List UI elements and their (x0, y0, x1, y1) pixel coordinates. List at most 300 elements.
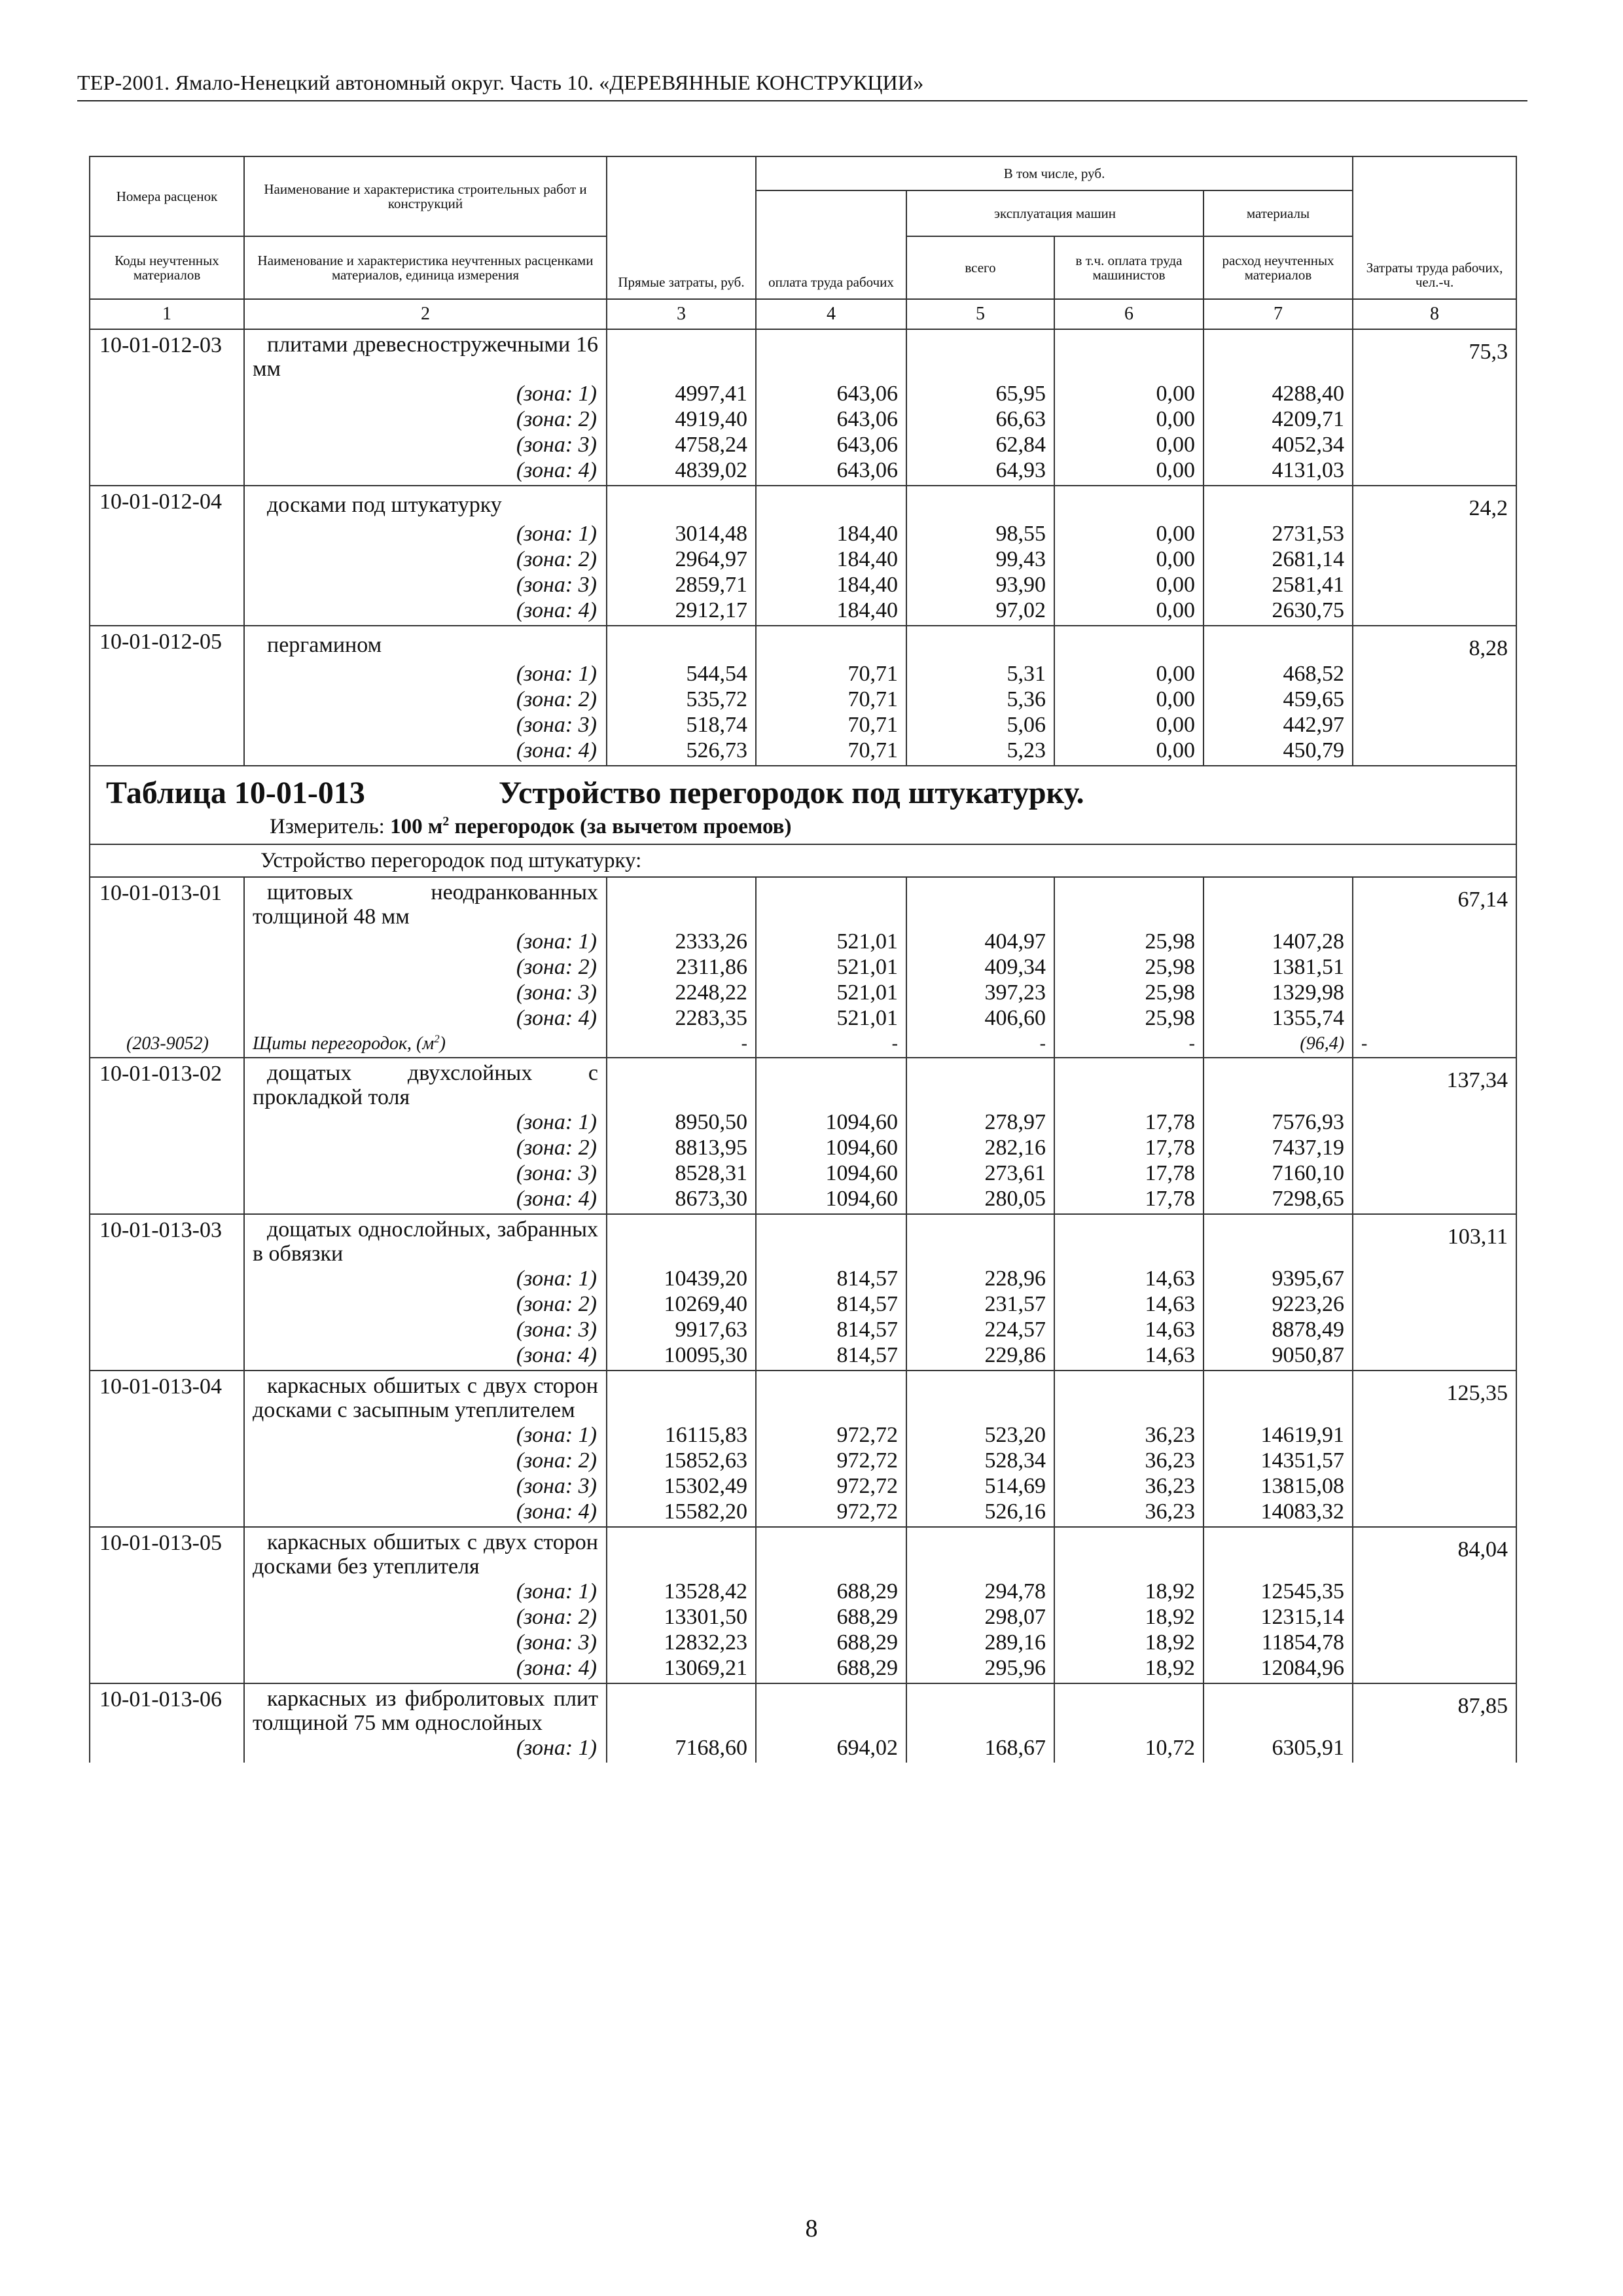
empty-cell (90, 547, 244, 572)
operator-wage: 0,00 (1054, 432, 1204, 457)
worker-wage: 184,40 (756, 572, 906, 598)
worker-wage: 688,29 (756, 1604, 906, 1630)
material-cost: 2630,75 (1204, 598, 1353, 626)
zone-label: (зона: 1) (244, 1579, 607, 1604)
operator-wage: 0,00 (1054, 547, 1204, 572)
empty-cell (607, 1371, 756, 1422)
direct-cost: 535,72 (607, 687, 756, 712)
worker-wage: 521,01 (756, 980, 906, 1005)
empty-cell (1353, 661, 1516, 687)
rate-row (90, 877, 1516, 929)
section-013-body (90, 877, 1516, 1763)
worker-wage: 814,57 (756, 1266, 906, 1291)
machines-header: эксплуатация машин (906, 190, 1204, 236)
empty-cell (1204, 1683, 1353, 1735)
section-012-body (90, 329, 1516, 766)
empty-cell (1353, 406, 1516, 432)
rate-code: 10-01-012-03 (90, 329, 244, 381)
measure-value: 100 м (390, 815, 443, 838)
empty-cell (1353, 1630, 1516, 1655)
operator-wage: 10,72 (1054, 1735, 1204, 1763)
empty-cell (90, 598, 244, 626)
empty-cell (1204, 486, 1353, 521)
empty-cell (1204, 1527, 1353, 1579)
operator-wage: 0,00 (1054, 661, 1204, 687)
rate-code: 10-01-012-05 (90, 626, 244, 661)
material-value: - (756, 1031, 906, 1058)
empty-cell (90, 712, 244, 738)
column-number-row (90, 299, 1516, 329)
zone-row (90, 547, 1516, 572)
operator-wage: 25,98 (1054, 1005, 1204, 1031)
machine-cost: 289,16 (906, 1630, 1054, 1655)
including-header: В том числе, руб. (756, 156, 1353, 190)
rates-table (89, 156, 1517, 1763)
operator-wage: 0,00 (1054, 381, 1204, 406)
worker-wage: 1094,60 (756, 1186, 906, 1214)
col1-top-header: Номера расценок (90, 156, 244, 236)
worker-wage: 972,72 (756, 1499, 906, 1527)
col3-header: Прямые затраты, руб. (607, 156, 756, 299)
machine-cost: 97,02 (906, 598, 1054, 626)
operator-wage: 36,23 (1054, 1448, 1204, 1473)
empty-cell (1204, 1371, 1353, 1422)
column-number: 6 (1054, 299, 1204, 329)
machine-cost: 397,23 (906, 980, 1054, 1005)
machine-cost: 404,97 (906, 929, 1054, 954)
empty-cell (90, 1005, 244, 1031)
worker-wage: 643,06 (756, 381, 906, 406)
worker-wage: 688,29 (756, 1630, 906, 1655)
empty-cell (756, 486, 906, 521)
empty-cell (1054, 1371, 1204, 1422)
zone-label: (зона: 3) (244, 572, 607, 598)
zone-row (90, 1135, 1516, 1160)
machine-cost: 406,60 (906, 1005, 1054, 1031)
zone-row (90, 457, 1516, 486)
machine-cost: 93,90 (906, 572, 1054, 598)
direct-cost: 16115,83 (607, 1422, 756, 1448)
rate-row (90, 1214, 1516, 1266)
material-cost: 4209,71 (1204, 406, 1353, 432)
empty-cell (90, 1579, 244, 1604)
operator-wage: 0,00 (1054, 521, 1204, 547)
empty-cell (1204, 329, 1353, 381)
direct-cost: 9917,63 (607, 1317, 756, 1342)
material-cost: 14619,91 (1204, 1422, 1353, 1448)
labor-cost: 84,04 (1353, 1527, 1516, 1579)
empty-cell (607, 626, 756, 661)
material-cost: 9395,67 (1204, 1266, 1353, 1291)
measure-label: Измеритель: (270, 815, 385, 838)
worker-wage: 70,71 (756, 661, 906, 687)
empty-cell (90, 1317, 244, 1342)
machine-cost: 5,06 (906, 712, 1054, 738)
worker-wage: 972,72 (756, 1422, 906, 1448)
empty-cell (90, 1342, 244, 1371)
direct-cost: 15582,20 (607, 1499, 756, 1527)
operator-wage: 0,00 (1054, 738, 1204, 766)
zone-row (90, 1579, 1516, 1604)
labor-cost: 103,11 (1353, 1214, 1516, 1266)
machine-cost: 282,16 (906, 1135, 1054, 1160)
direct-cost: 13069,21 (607, 1655, 756, 1683)
labor-cost: 67,14 (1353, 877, 1516, 929)
empty-cell (607, 1058, 756, 1109)
material-cost: 12315,14 (1204, 1604, 1353, 1630)
empty-cell (1054, 1058, 1204, 1109)
material-cost: 2731,53 (1204, 521, 1353, 547)
empty-cell (906, 329, 1054, 381)
zone-label: (зона: 1) (244, 929, 607, 954)
material-cost: 7298,65 (1204, 1186, 1353, 1214)
column-number: 8 (1353, 299, 1516, 329)
zone-label: (зона: 4) (244, 457, 607, 486)
operator-wage: 17,78 (1054, 1160, 1204, 1186)
direct-cost: 2912,17 (607, 598, 756, 626)
zone-row (90, 1005, 1516, 1031)
empty-cell (1054, 626, 1204, 661)
worker-wage: 972,72 (756, 1473, 906, 1499)
empty-cell (90, 1604, 244, 1630)
zone-label: (зона: 4) (244, 1499, 607, 1527)
empty-cell (607, 1683, 756, 1735)
empty-cell (1353, 1135, 1516, 1160)
col2-top-header: Наименование и характеристика строительных работ и конструкций (244, 156, 607, 236)
operator-wage: 0,00 (1054, 457, 1204, 486)
zone-label: (зона: 4) (244, 1005, 607, 1031)
empty-cell (1204, 626, 1353, 661)
worker-wage: 643,06 (756, 457, 906, 486)
empty-cell (1353, 381, 1516, 406)
machine-cost: 280,05 (906, 1186, 1054, 1214)
zone-label: (зона: 3) (244, 712, 607, 738)
worker-wage: 184,40 (756, 521, 906, 547)
direct-cost: 2248,22 (607, 980, 756, 1005)
zone-label: (зона: 4) (244, 1186, 607, 1214)
labor-cost: 137,34 (1353, 1058, 1516, 1109)
empty-cell (1353, 598, 1516, 626)
material-cost: 11854,78 (1204, 1630, 1353, 1655)
machine-cost: 278,97 (906, 1109, 1054, 1135)
empty-cell (90, 687, 244, 712)
col4-header: оплата труда рабочих (756, 190, 906, 299)
zone-row (90, 712, 1516, 738)
rate-code: 10-01-013-04 (90, 1371, 244, 1422)
machine-cost: 66,63 (906, 406, 1054, 432)
empty-cell (90, 1266, 244, 1291)
empty-cell (1353, 712, 1516, 738)
material-cost: 4288,40 (1204, 381, 1353, 406)
rate-row (90, 1058, 1516, 1109)
empty-cell (90, 457, 244, 486)
direct-cost: 10095,30 (607, 1342, 756, 1371)
direct-cost: 2283,35 (607, 1005, 756, 1031)
empty-cell (1353, 929, 1516, 954)
zone-row (90, 1342, 1516, 1371)
empty-cell (1353, 1422, 1516, 1448)
zone-label: (зона: 1) (244, 1422, 607, 1448)
empty-cell (90, 1109, 244, 1135)
empty-cell (1353, 572, 1516, 598)
zone-row (90, 381, 1516, 406)
empty-cell (90, 521, 244, 547)
operator-wage: 14,63 (1054, 1317, 1204, 1342)
zone-row (90, 1448, 1516, 1473)
rates-table-container (89, 156, 1516, 1763)
empty-cell (906, 1214, 1054, 1266)
machine-cost: 298,07 (906, 1604, 1054, 1630)
direct-cost: 7168,60 (607, 1735, 756, 1763)
empty-cell (607, 877, 756, 929)
empty-cell (90, 929, 244, 954)
materials-header: материалы (1204, 190, 1353, 236)
worker-wage: 972,72 (756, 1448, 906, 1473)
rate-row (90, 1527, 1516, 1579)
direct-cost: 13528,42 (607, 1579, 756, 1604)
rate-row (90, 1683, 1516, 1735)
zone-row (90, 521, 1516, 547)
operator-wage: 0,00 (1054, 406, 1204, 432)
material-cost: 6305,91 (1204, 1735, 1353, 1763)
zone-row (90, 661, 1516, 687)
work-description: пергамином (244, 626, 607, 661)
direct-cost: 4839,02 (607, 457, 756, 486)
operator-wage: 14,63 (1054, 1342, 1204, 1371)
work-description: щитовых неодранкованных толщиной 48 мм (244, 877, 607, 929)
empty-cell (906, 1683, 1054, 1735)
zone-label: (зона: 3) (244, 432, 607, 457)
empty-cell (756, 1214, 906, 1266)
zone-label: (зона: 4) (244, 1342, 607, 1371)
empty-cell (90, 738, 244, 766)
machine-cost: 168,67 (906, 1735, 1054, 1763)
column-number: 2 (244, 299, 607, 329)
col1-bottom-header: Коды неучтенных материалов (90, 236, 244, 299)
machine-cost: 231,57 (906, 1291, 1054, 1317)
zone-row (90, 954, 1516, 980)
col5-header: всего (906, 236, 1054, 299)
zone-label: (зона: 2) (244, 1604, 607, 1630)
empty-cell (1353, 1473, 1516, 1499)
measure-rest: перегородок (за вычетом проемов) (454, 815, 792, 838)
rate-code: 10-01-013-05 (90, 1527, 244, 1579)
material-cost: 9050,87 (1204, 1342, 1353, 1371)
zone-row (90, 1499, 1516, 1527)
empty-cell (1353, 1186, 1516, 1214)
material-cost: 4131,03 (1204, 457, 1353, 486)
machine-cost: 228,96 (906, 1266, 1054, 1291)
zone-row (90, 738, 1516, 766)
worker-wage: 70,71 (756, 687, 906, 712)
empty-cell (756, 877, 906, 929)
labor-cost: 125,35 (1353, 1371, 1516, 1422)
material-cost: 468,52 (1204, 661, 1353, 687)
zone-label: (зона: 1) (244, 1266, 607, 1291)
worker-wage: 814,57 (756, 1342, 906, 1371)
direct-cost: 2333,26 (607, 929, 756, 954)
zone-row (90, 1422, 1516, 1448)
empty-cell (90, 406, 244, 432)
operator-wage: 18,92 (1054, 1604, 1204, 1630)
labor-cost: 24,2 (1353, 486, 1516, 521)
table-subheading: Устройство перегородок под штукатурку: (90, 844, 1516, 877)
zone-label: (зона: 2) (244, 954, 607, 980)
material-cost: 7160,10 (1204, 1160, 1353, 1186)
material-cost: 7437,19 (1204, 1135, 1353, 1160)
empty-cell (1353, 1448, 1516, 1473)
empty-cell (90, 1473, 244, 1499)
column-number: 3 (607, 299, 756, 329)
empty-cell (1353, 738, 1516, 766)
zone-row (90, 980, 1516, 1005)
material-name (244, 1031, 607, 1058)
machine-cost: 526,16 (906, 1499, 1054, 1527)
worker-wage: 688,29 (756, 1579, 906, 1604)
empty-cell (90, 572, 244, 598)
table-caption: Устройство перегородок под штукатурку. (499, 776, 1084, 810)
zone-label: (зона: 3) (244, 1630, 607, 1655)
zone-row (90, 1630, 1516, 1655)
empty-cell (90, 1448, 244, 1473)
zone-label: (зона: 2) (244, 1135, 607, 1160)
machine-cost: 229,86 (906, 1342, 1054, 1371)
zone-label: (зона: 4) (244, 738, 607, 766)
operator-wage: 25,98 (1054, 954, 1204, 980)
empty-cell (906, 1527, 1054, 1579)
zone-label: (зона: 1) (244, 521, 607, 547)
table-title (106, 774, 1500, 812)
empty-cell (906, 1371, 1054, 1422)
empty-cell (607, 1214, 756, 1266)
empty-cell (1353, 1317, 1516, 1342)
empty-cell (1353, 1160, 1516, 1186)
operator-wage: 36,23 (1054, 1499, 1204, 1527)
empty-cell (1353, 1005, 1516, 1031)
operator-wage: 25,98 (1054, 980, 1204, 1005)
empty-cell (756, 1371, 906, 1422)
empty-cell (1353, 1655, 1516, 1683)
material-cost: 12084,96 (1204, 1655, 1353, 1683)
zone-label: (зона: 3) (244, 980, 607, 1005)
zone-row (90, 687, 1516, 712)
empty-cell (90, 1186, 244, 1214)
material-cost: 12545,35 (1204, 1579, 1353, 1604)
zone-label: (зона: 2) (244, 1291, 607, 1317)
col2-bottom-header: Наименование и характеристика неучтенных расценками материалов, единица измерения (244, 236, 607, 299)
column-number: 7 (1204, 299, 1353, 329)
machine-cost: 99,43 (906, 547, 1054, 572)
material-cost: 13815,08 (1204, 1473, 1353, 1499)
rate-row (90, 329, 1516, 381)
empty-cell (90, 432, 244, 457)
material-value: - (607, 1031, 756, 1058)
material-cost: 2681,14 (1204, 547, 1353, 572)
zone-label: (зона: 3) (244, 1473, 607, 1499)
material-cost: 1381,51 (1204, 954, 1353, 980)
material-value: (96,4) (1204, 1031, 1353, 1058)
operator-wage: 18,92 (1054, 1655, 1204, 1683)
zone-label: (зона: 1) (244, 381, 607, 406)
direct-cost: 3014,48 (607, 521, 756, 547)
empty-cell (756, 329, 906, 381)
material-code: (203-9052) (90, 1031, 244, 1058)
material-unit-sup: 2 (434, 1032, 440, 1045)
rate-code: 10-01-013-06 (90, 1683, 244, 1735)
operator-wage: 17,78 (1054, 1135, 1204, 1160)
zone-label: (зона: 1) (244, 1735, 607, 1763)
empty-cell (1353, 1604, 1516, 1630)
empty-cell (90, 980, 244, 1005)
machine-cost: 523,20 (906, 1422, 1054, 1448)
zone-label: (зона: 4) (244, 1655, 607, 1683)
table-header (90, 156, 1516, 299)
empty-cell (1353, 687, 1516, 712)
zone-row (90, 1109, 1516, 1135)
table-013-title-block (90, 766, 1516, 844)
direct-cost: 13301,50 (607, 1604, 756, 1630)
direct-cost: 15852,63 (607, 1448, 756, 1473)
operator-wage: 0,00 (1054, 712, 1204, 738)
machine-cost: 5,36 (906, 687, 1054, 712)
zone-row (90, 1735, 1516, 1763)
operator-wage: 17,78 (1054, 1186, 1204, 1214)
worker-wage: 521,01 (756, 1005, 906, 1031)
table-number: Таблица 10-01-013 (106, 776, 365, 810)
worker-wage: 521,01 (756, 954, 906, 980)
direct-cost: 2311,86 (607, 954, 756, 980)
zone-label: (зона: 2) (244, 1448, 607, 1473)
worker-wage: 688,29 (756, 1655, 906, 1683)
direct-cost: 8950,50 (607, 1109, 756, 1135)
material-cost: 14351,57 (1204, 1448, 1353, 1473)
worker-wage: 70,71 (756, 738, 906, 766)
empty-cell (1204, 877, 1353, 929)
empty-cell (1353, 1735, 1516, 1763)
operator-wage: 36,23 (1054, 1422, 1204, 1448)
machine-cost: 5,31 (906, 661, 1054, 687)
table-subheading-row (90, 844, 1516, 877)
empty-cell (1353, 432, 1516, 457)
empty-cell (1054, 486, 1204, 521)
rate-code: 10-01-013-02 (90, 1058, 244, 1109)
material-cost: 9223,26 (1204, 1291, 1353, 1317)
empty-cell (90, 1160, 244, 1186)
material-unit-close: ) (439, 1033, 446, 1054)
labor-cost: 75,3 (1353, 329, 1516, 381)
empty-cell (1353, 1266, 1516, 1291)
empty-cell (90, 1735, 244, 1763)
col8-header: Затраты труда рабочих, чел.-ч. (1353, 156, 1516, 299)
worker-wage: 814,57 (756, 1317, 906, 1342)
direct-cost: 15302,49 (607, 1473, 756, 1499)
direct-cost: 8673,30 (607, 1186, 756, 1214)
machine-cost: 5,23 (906, 738, 1054, 766)
work-description: досками под штукатурку (244, 486, 607, 521)
direct-cost: 2964,97 (607, 547, 756, 572)
empty-cell (906, 626, 1054, 661)
direct-cost: 4919,40 (607, 406, 756, 432)
empty-cell (1204, 1058, 1353, 1109)
direct-cost: 8528,31 (607, 1160, 756, 1186)
direct-cost: 4758,24 (607, 432, 756, 457)
operator-wage: 25,98 (1054, 929, 1204, 954)
zone-row (90, 1291, 1516, 1317)
worker-wage: 184,40 (756, 598, 906, 626)
column-number: 1 (90, 299, 244, 329)
material-cost: 450,79 (1204, 738, 1353, 766)
machine-cost: 273,61 (906, 1160, 1054, 1186)
